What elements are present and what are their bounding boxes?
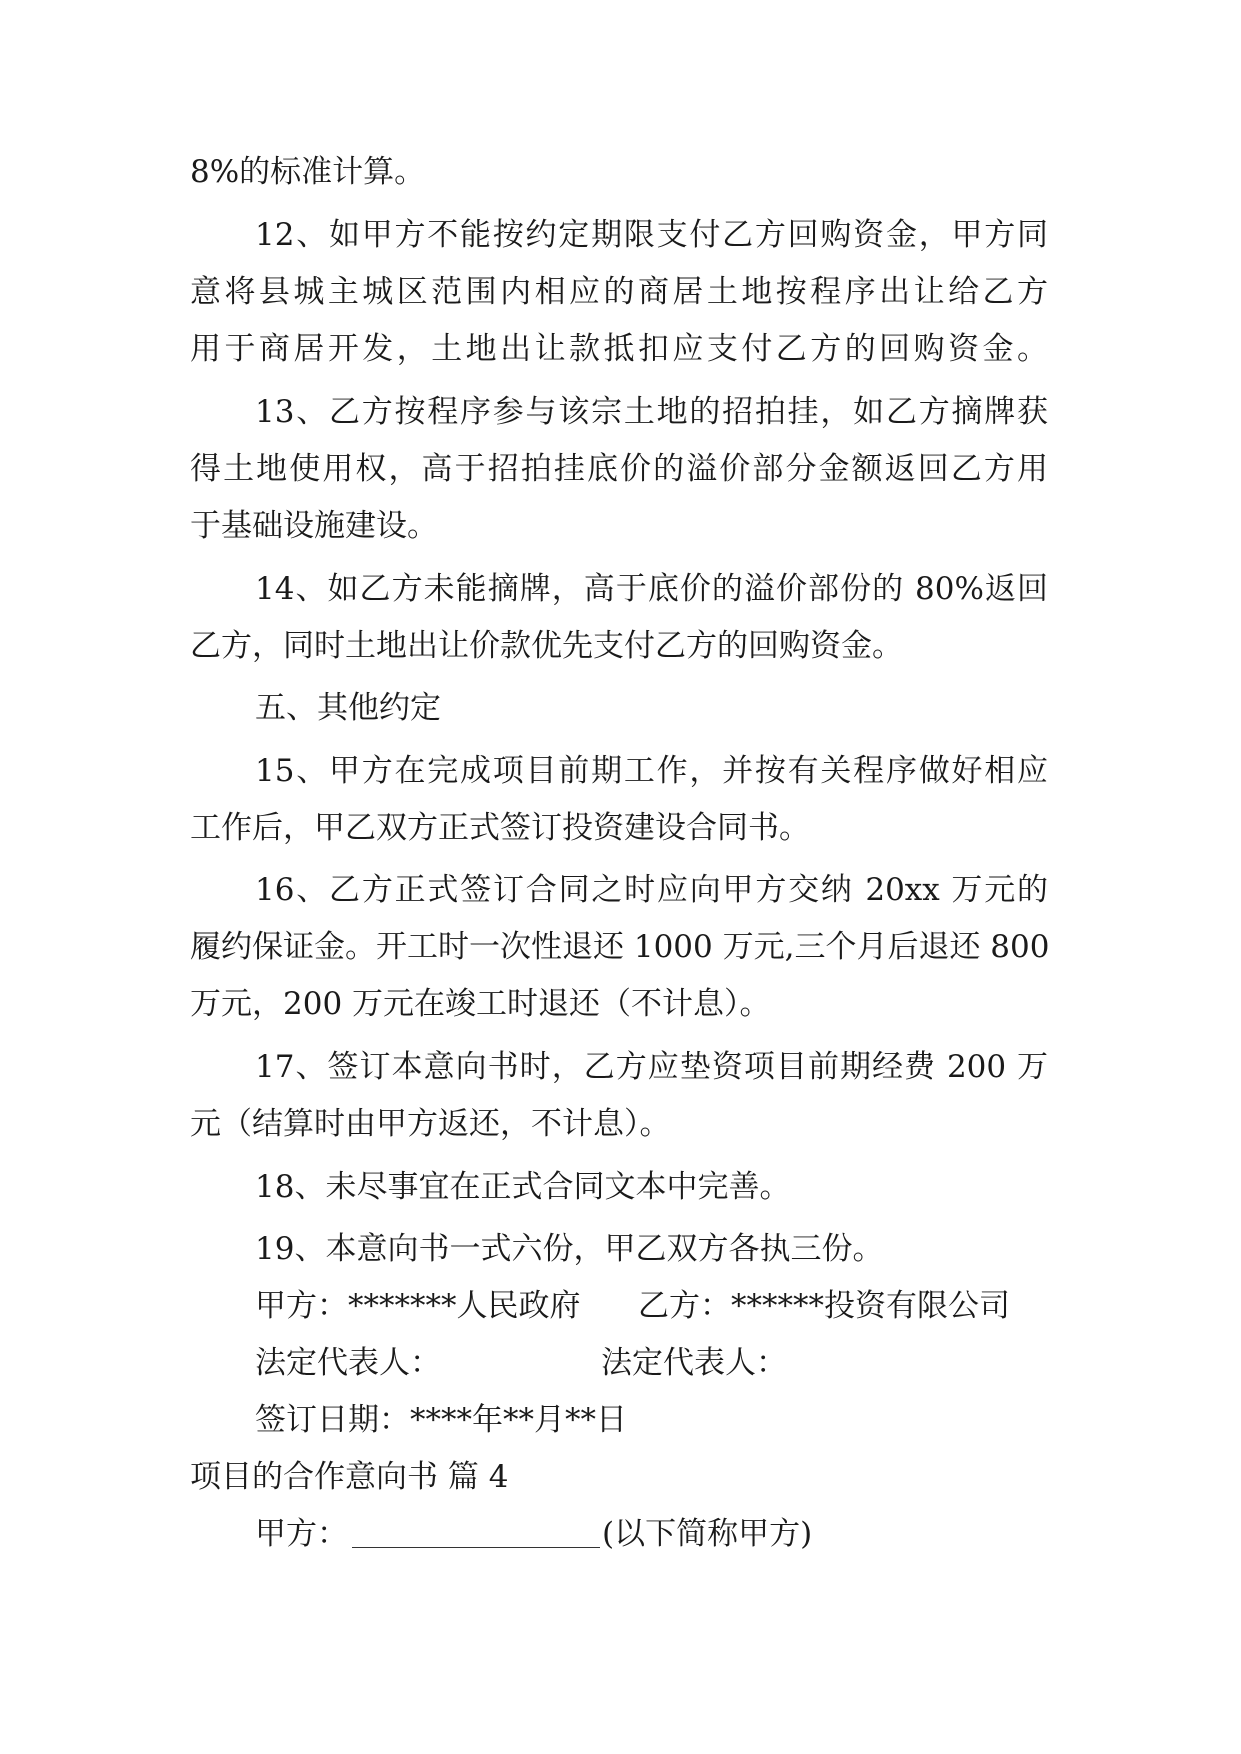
paragraph-line: 14、如乙方未能摘牌，高于底价的溢价部份的 80%返回 [255,571,1048,607]
paragraph-line: 乙方，同时土地出让价款优先支付乙方的回购资金。 [190,628,903,664]
party-a-suffix: (以下简称甲方) [602,1516,813,1552]
paragraph-line: 履约保证金。开工时一次性退还 1000 万元,三个月后退还 800 [190,929,1050,965]
party-a-representative: 法定代表人： [255,1345,441,1381]
paragraph-line: 18、未尽事宜在正式合同文本中完善。 [255,1169,791,1205]
paragraph-line: 15、甲方在完成项目前期工作，并按有关程序做好相应 [255,753,1048,789]
paragraph-line: 12、如甲方不能按约定期限支付乙方回购资金，甲方同 [255,217,1048,253]
paragraph-line: 8%的标准计算。 [190,154,426,190]
sign-date: 签订日期：****年**月**日 [255,1402,627,1438]
party-a-signature: 甲方：*******人民政府 [255,1288,581,1324]
section-title: 项目的合作意向书 篇 4 [190,1459,509,1495]
paragraph-line: 17、签订本意向书时，乙方应垫资项目前期经费 200 万 [255,1049,1048,1085]
paragraph-line: 元（结算时由甲方返还，不计息）。 [190,1106,671,1142]
paragraph-line: 意将县城主城区范围内相应的商居土地按程序出让给乙方 [190,274,1048,310]
section-heading: 五、其他约定 [255,690,441,726]
paragraph-line: 19、本意向书一式六份，甲乙双方各执三份。 [255,1231,884,1267]
paragraph-line: 用于商居开发，土地出让款抵扣应支付乙方的回购资金。 [190,331,1048,367]
paragraph-line: 万元，200 万元在竣工时退还（不计息）。 [190,986,771,1022]
party-b-representative: 法定代表人： [601,1345,787,1381]
paragraph-line: 16、乙方正式签订合同之时应向甲方交纳 20xx 万元的 [255,872,1048,908]
party-a-blank-line [352,1546,600,1548]
paragraph-line: 工作后，甲乙双方正式签订投资建设合同书。 [190,810,810,846]
paragraph-line: 于基础设施建设。 [190,508,438,544]
paragraph-line: 得土地使用权，高于招拍挂底价的溢价部分金额返回乙方用 [190,451,1048,487]
paragraph-line: 13、乙方按程序参与该宗土地的招拍挂，如乙方摘牌获 [255,394,1048,430]
party-b-signature: 乙方：******投资有限公司 [638,1288,1010,1324]
party-a-label: 甲方： [255,1516,348,1552]
